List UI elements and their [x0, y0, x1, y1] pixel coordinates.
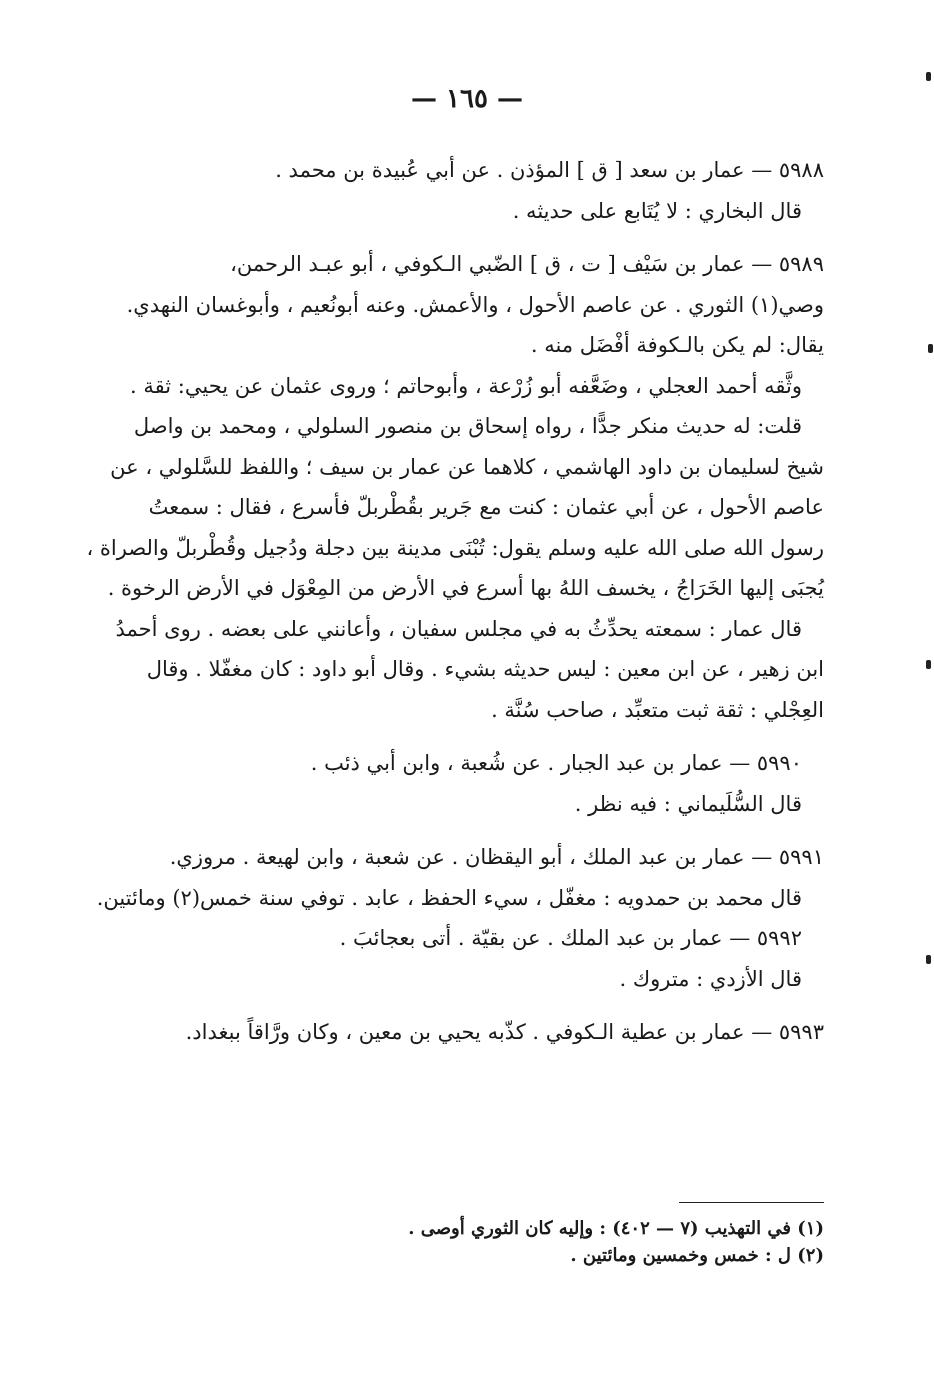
scan-margin-mark	[926, 955, 931, 964]
text-line: قال محمد بن حمدويه : مغفّل ، سيء الحفظ ، عابد . توفي سنة خمس(٢) ومائتين.	[96, 885, 802, 910]
footnotes	[400, 1215, 824, 1269]
text-line: وصي(١) الثوري . عن عاصم الأحول ، والأعمش. وعنه أبونُعيم ، وأبوغسان النهدي.	[126, 292, 824, 317]
text-line: وثَّقه أحمد العجلي ، وضَعَّفه أبو زُرْعة ، وأبوحاتم ؛ وروى عثمان عن يحيي: ثقة .	[130, 373, 802, 398]
text-line: شيخ لسليمان بن داود الهاشمي ، كلاهما عن عمار بن سيف ؛ واللفظ للسَّلولي ، عن	[110, 454, 824, 479]
scan-margin-mark	[926, 72, 931, 81]
text-line: ٥٩٨٨ — عمار بن سعد [ ق ] المؤذن . عن أبي عُبيدة بن محمد .	[275, 158, 824, 182]
main-text	[86, 150, 824, 1053]
text-line: يقال: لم يكن بالـكوفة أفْضَل منه .	[530, 333, 824, 357]
scan-margin-mark	[926, 660, 931, 669]
text-line: ٥٩٨٩ — عمار بن سَيْف [ ت ، ق ] الضّبي الـكوفي ، أبو عبـد الرحمن،	[230, 252, 824, 276]
text-line: قلت: له حديث منكر جدًّا ، رواه إسحاق بن منصور السلولي ، ومحمد بن واصل	[133, 414, 802, 438]
text-line: يُجبَى إليها الخَرَاجُ ، يخسف اللهُ بها أسرع في الأرض من المِعْوَل في الأرض الرخوة .	[107, 576, 824, 600]
footnote-separator	[679, 1202, 824, 1203]
page-number: — ١٦٥ —	[410, 84, 524, 114]
text-line: ٥٩٩٠ — عمار بن عبد الجبار . عن شُعبة ، وابن أبي ذئب .	[310, 751, 802, 775]
text-line: عاصم الأحول ، عن أبي عثمان : كنت مع جَرير بقُطْربلّ فأسرع ، فقال : سمعتُ	[148, 495, 824, 519]
footnote: (٢) ل : خمس وخمسين ومائتين .	[570, 1245, 824, 1266]
text-line: قال الأزدي : متروك .	[619, 966, 802, 991]
text-line: العِجْلي : ثقة ثبت متعبِّد ، صاحب سُنَّة .	[491, 697, 824, 722]
text-line: ابن زهير ، عن ابن معين : ليس حديثه بشيء . وقال أبو داود : كان مغفّلا . وقال	[146, 657, 824, 681]
text-line: ٥٩٩٢ — عمار بن عبد الملك . عن بقيّة . أتى بعجائبَ .	[339, 926, 802, 950]
footnote: (١) في التهذيب (٧ — ٤٠٢) : وإليه كان الثوري أوصى .	[408, 1218, 824, 1239]
text-line: رسول الله صلى الله عليه وسلم يقول: تُبْنَى مدينة بين دجلة ودُجيل وقُطْربلّ والصراة ،	[86, 535, 824, 560]
text-line: ٥٩٩٣ — عمار بن عطية الـكوفي . كذّبه يحيي بن معين ، وكان ورَّاقاً ببغداد.	[185, 1020, 824, 1044]
text-line: ٥٩٩١ — عمار بن عبد الملك ، أبو اليقظان . عن شعبة ، وابن لهيعة . مروزي.	[169, 845, 824, 869]
text-line: قال البخاري : لا يُتَابع على حديثه .	[512, 198, 802, 223]
scan-margin-mark	[928, 344, 933, 353]
text-line: قال عمار : سمعته يحدِّثُ به في مجلس سفيان ، وأعانني على بعضه . روى أحمدُ	[115, 616, 802, 641]
text-line: قال السُّلَيماني : فيه نظر .	[574, 791, 802, 816]
